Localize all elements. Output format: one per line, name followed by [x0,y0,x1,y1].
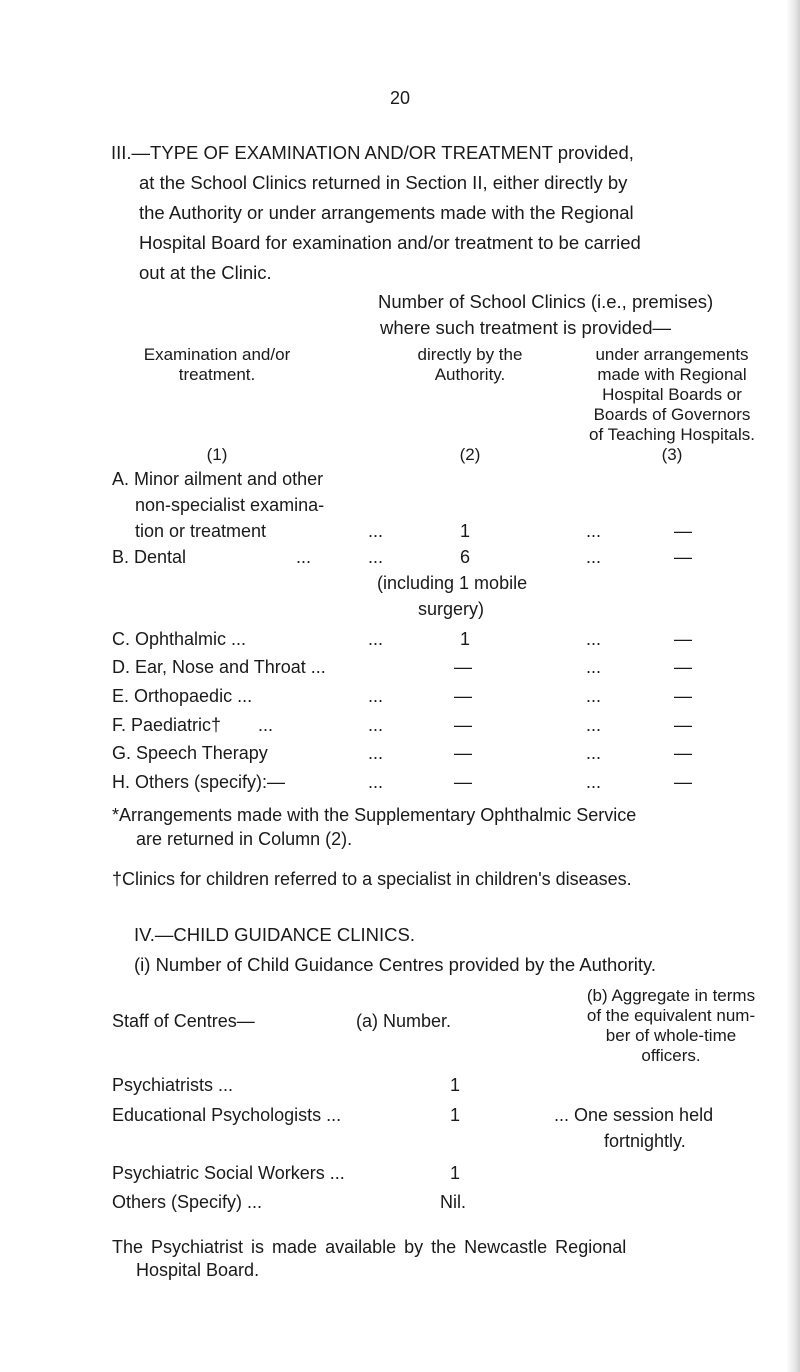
section-3-heading: III.—TYPE OF EXAMINATION AND/OR TREATMENT provided, [111,142,634,163]
col-number: (1) [206,445,228,464]
row-col3-value: — [674,772,692,792]
row-col3-value: — [674,657,692,677]
leader-dots: ... [368,547,384,567]
row-col3-value: — [674,521,692,541]
group-header-line: Number of School Clinics (i.e., premises) [378,291,714,312]
section-3-line: out at the Clinic. [139,262,272,283]
staff-col3-header-line: of the equivalent num- [586,1006,756,1025]
footnote-line: are returned in Column (2). [136,829,353,849]
col3-header-line: Boards of Governors [593,405,751,424]
col3-header-line: Hospital Boards or [602,385,742,404]
section-3-line: the Authority or under arrangements made with the Regional [139,202,634,223]
col1-header-line: Examination and/or [143,345,291,364]
leader-dots: ... [368,715,384,735]
col-number: (2) [459,445,481,464]
col3-header-line: of Teaching Hospitals. [588,425,755,444]
staff-col2-header: (a) Number. [356,1011,452,1031]
row-col3-value: — [674,629,692,649]
staff-row-label: Psychiatric Social Workers ... [112,1163,345,1183]
col2-header-line: directly by the [417,345,523,364]
leader-dots: ... [586,629,602,649]
leader-dots: ... [368,686,384,706]
leader-dots: ... [368,743,384,763]
col1-header-line: treatment. [178,365,256,384]
row-label: D. Ear, Nose and Throat ... [112,657,326,677]
staff-row-number: 1 [450,1105,461,1125]
leader-dots: ... [258,715,274,735]
section-4-subheading: (i) Number of Child Guidance Centres provided by the Authority. [134,954,657,975]
leader-dots: ... [368,629,384,649]
row-label: C. Ophthalmic ... [112,629,247,649]
row-col2-value: — [454,715,472,735]
row-col2-value: 6 [460,547,471,567]
row-label: E. Orthopaedic ... [112,686,253,706]
section-4-heading: IV.—CHILD GUIDANCE CLINICS. [134,924,415,945]
group-header-line: where such treatment is provided— [380,317,671,338]
staff-row-label: Others (Specify) ... [112,1192,263,1212]
row-label: F. Paediatric† [112,715,222,735]
staff-col3-header-line: officers. [641,1046,701,1065]
row-col2-value: — [454,686,472,706]
row-col2-value: — [454,772,472,792]
row-note: surgery) [418,599,485,619]
col-number: (3) [661,445,683,464]
row-col3-value: — [674,743,692,763]
footnote-line: †Clinics for children referred to a specialist in children's diseases. [112,869,632,889]
row-col2-value: — [454,743,472,763]
staff-col1-header: Staff of Centres— [112,1011,255,1031]
col2-header-line: Authority. [434,365,506,384]
section-3-intro [111,138,783,288]
section-4-note-line: The Psychiatrist is made available by the Newcastle Regional [112,1237,627,1257]
leader-dots: ... [368,772,384,792]
staff-row-number: 1 [450,1163,461,1183]
staff-row-aggregate: fortnightly. [604,1131,686,1151]
row-col3-value: — [674,686,692,706]
staff-col3-header-line: ber of whole-time [605,1026,737,1045]
staff-row-number: Nil. [440,1192,466,1212]
row-col3-value: — [674,547,692,567]
col3-header-line: under arrangements [595,345,749,364]
row-label: non-specialist examina- [135,495,325,515]
row-label: B. Dental [112,547,187,567]
staff-col3-header-line: (b) Aggregate in terms [586,986,756,1005]
col3-header-line: made with Regional [597,365,747,384]
leader-dots: ... [586,547,602,567]
leader-dots: ... [296,547,312,567]
leader-dots: ... [368,521,384,541]
section-3-line: at the School Clinics returned in Section II, either directly by [139,172,628,193]
leader-dots: ... [586,686,602,706]
row-label: tion or treatment [135,521,267,541]
leader-dots: ... [586,743,602,763]
leader-dots: ... [586,772,602,792]
page-edge-shadow [786,0,800,1372]
row-col3-value: — [674,715,692,735]
leader-dots: ... [586,657,602,677]
row-label: A. Minor ailment and other [112,469,324,489]
page-number: 20 [389,88,411,108]
staff-row-aggregate: ... One session held [554,1105,714,1125]
row-col2-value: 1 [460,629,471,649]
footnote-line: *Arrangements made with the Supplementary Ophthalmic Service [112,805,637,825]
row-col2-value: 1 [460,521,471,541]
leader-dots: ... [586,521,602,541]
staff-row-label: Educational Psychologists ... [112,1105,342,1125]
leader-dots: ... [586,715,602,735]
section-3-line: Hospital Board for examination and/or treatment to be carried [139,232,641,253]
staff-row-number: 1 [450,1075,461,1095]
row-label: H. Others (specify):— [112,772,286,792]
section-4-note-line: Hospital Board. [136,1260,260,1280]
row-label: G. Speech Therapy [112,743,268,763]
row-note: (including 1 mobile [377,573,528,593]
row-col2-value: — [454,657,472,677]
staff-row-label: Psychiatrists ... [112,1075,234,1095]
